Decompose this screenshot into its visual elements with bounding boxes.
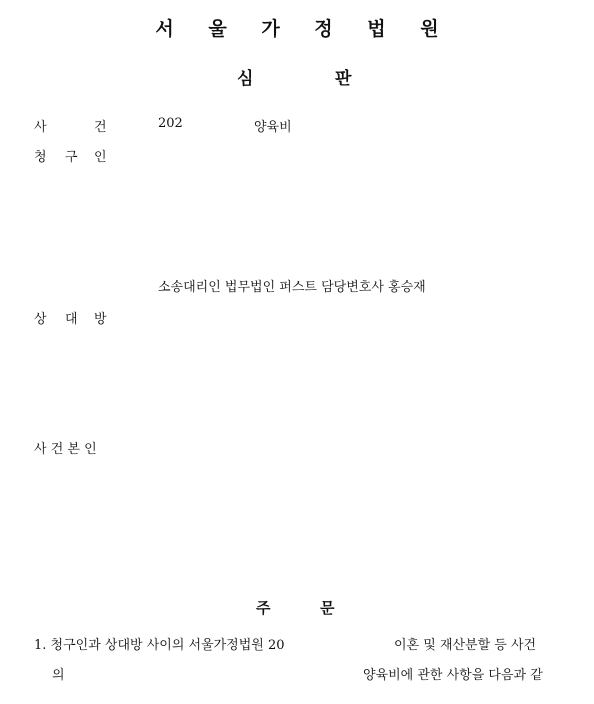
order-title-char-2: 문: [320, 599, 335, 617]
claimant-label-char-2: 구: [65, 150, 78, 165]
claimant-label: [34, 146, 114, 165]
order-line-2-start: 의: [52, 668, 65, 683]
document-title-char-2: 판: [335, 69, 352, 89]
respondent-label: [34, 308, 114, 327]
order-line-2-end: 양육비에 관한 사항을 다음과 같: [363, 668, 543, 683]
respondent-label-char-1: 상: [34, 312, 47, 327]
claimant-label-char-1: 청: [34, 150, 47, 165]
case-label: [34, 116, 114, 135]
case-principal-label: 사 건 본 인: [34, 442, 97, 457]
case-name: 양육비: [254, 120, 292, 135]
case-number: 202: [158, 116, 183, 131]
respondent-label-char-2: 대: [65, 312, 78, 327]
court-name: 서 울 가 정 법 원: [155, 18, 453, 40]
claimant-label-char-3: 인: [94, 150, 107, 165]
document-title-char-1: 심: [237, 69, 254, 89]
respondent-label-char-3: 방: [94, 312, 107, 327]
claimant-representative: 소송대리인 법무법인 퍼스트 담당변호사 홍승재: [158, 280, 426, 295]
case-label-char-2: 건: [94, 120, 107, 135]
order-line-1-start: 1. 청구인과 상대방 사이의 서울가정법원 20: [34, 638, 285, 653]
case-label-char-1: 사: [34, 120, 47, 135]
order-title-char-1: 주: [256, 599, 271, 617]
order-line-1-end: 이혼 및 재산분할 등 사건: [394, 638, 537, 653]
